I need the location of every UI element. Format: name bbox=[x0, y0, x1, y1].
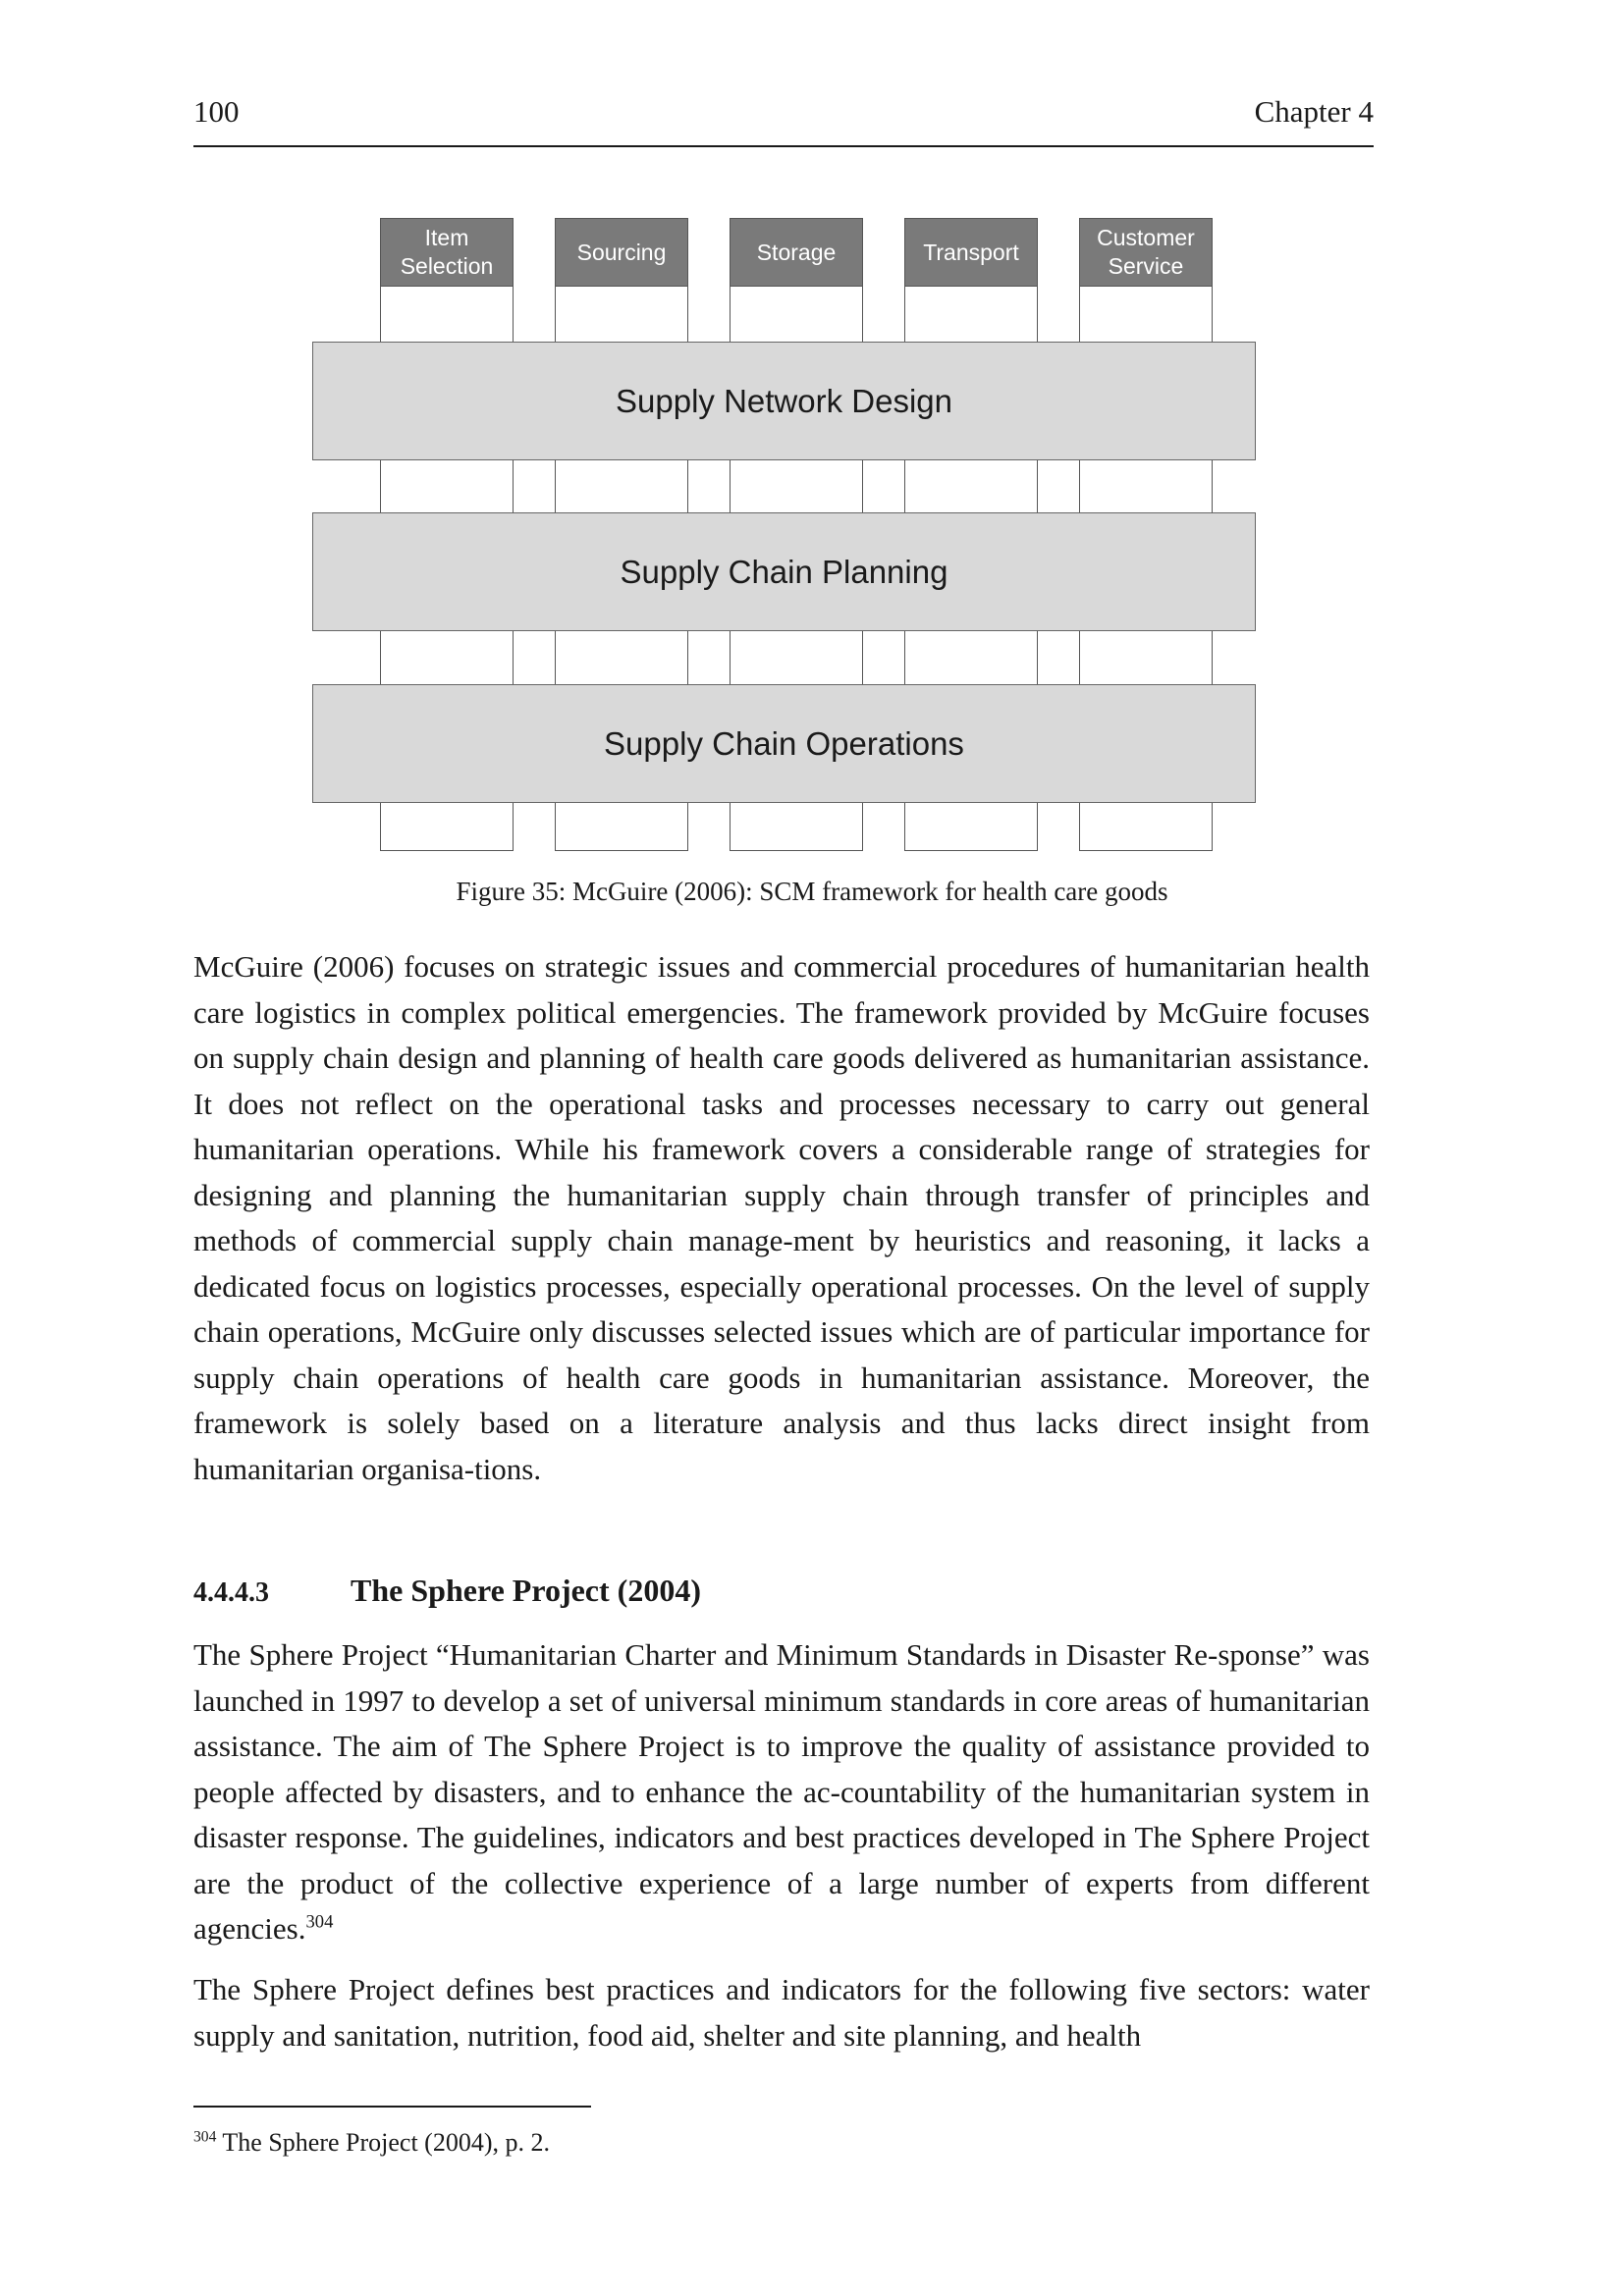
category-customer-service: Customer Service bbox=[1079, 218, 1213, 287]
page-header bbox=[193, 94, 1374, 147]
section-title: The Sphere Project (2004) bbox=[351, 1573, 701, 1608]
category-item-selection: Item Selection bbox=[380, 218, 514, 287]
paragraph-sphere-intro bbox=[193, 1632, 1370, 1952]
figure-caption: Figure 35: McGuire (2006): SCM framework for health care goods bbox=[456, 877, 1168, 906]
layer-supply-chain-operations: Supply Chain Operations bbox=[312, 684, 1256, 803]
footnote-ref: 304 bbox=[305, 1911, 334, 1933]
page-number: 100 bbox=[193, 94, 240, 129]
category-storage: Storage bbox=[730, 218, 863, 287]
footnote bbox=[193, 2128, 550, 2158]
paragraph-mcguire: McGuire (2006) focuses on strategic issues and commercial procedures of humanitarian health care logistics in complex political emergencies. The framework provided by McGuire focuses on supply chain design and planning of health care goods delivered as humanitarian assistance. It does not reflect on the operational tasks and processes necessary to carry out general humanitarian operations. While his framework covers a considerable range of strategies for designing and planning the humanitarian supply chain through transfer of principles and methods of commercial supply chain manage-ment by heuristics and reasoning, it lacks a dedicated focus on logistics processes, especially operational processes. On the level of supply chain operations, McGuire only discusses selected issues which are of particular importance for supply chain operations of health care goods in humanitarian assistance. Moreover, the framework is solely based on a literature analysis and thus lacks direct insight from humanitarian organisa-tions. bbox=[193, 949, 1370, 1486]
footnote-rule bbox=[193, 2106, 591, 2108]
section-number: 4.4.4.3 bbox=[193, 1577, 269, 1608]
layer-supply-network-design: Supply Network Design bbox=[312, 342, 1256, 460]
chapter-label: Chapter 4 bbox=[1254, 94, 1374, 129]
paragraph-sphere-sectors: The Sphere Project defines best practices and indicators for the following five sectors: water supply and sanitation, nutrition, food aid, shelter and site planning, and health bbox=[193, 1972, 1370, 2053]
section-heading bbox=[193, 1573, 701, 1609]
category-sourcing: Sourcing bbox=[555, 218, 688, 287]
layer-supply-chain-planning: Supply Chain Planning bbox=[312, 512, 1256, 631]
footnote-text: The Sphere Project (2004), p. 2. bbox=[216, 2128, 551, 2157]
paragraph-sphere-intro-text: The Sphere Project “Humanitarian Charter and Minimum Standards in Disaster Re-sponse” was launched in 1997 to develop a set of universal minimum standards in core areas of humanitarian assistance. The aim of The Sphere Project is to improve the quality of assistance provided to people affected by disasters, and to enhance the ac-countability of the humanitarian system in disaster response. The guidelines, indicators and best practices developed in The Sphere Project are the product of the collective experience of a large number of experts from different agencies. bbox=[193, 1637, 1370, 1946]
footnote-number: 304 bbox=[193, 2128, 217, 2146]
category-transport: Transport bbox=[904, 218, 1038, 287]
